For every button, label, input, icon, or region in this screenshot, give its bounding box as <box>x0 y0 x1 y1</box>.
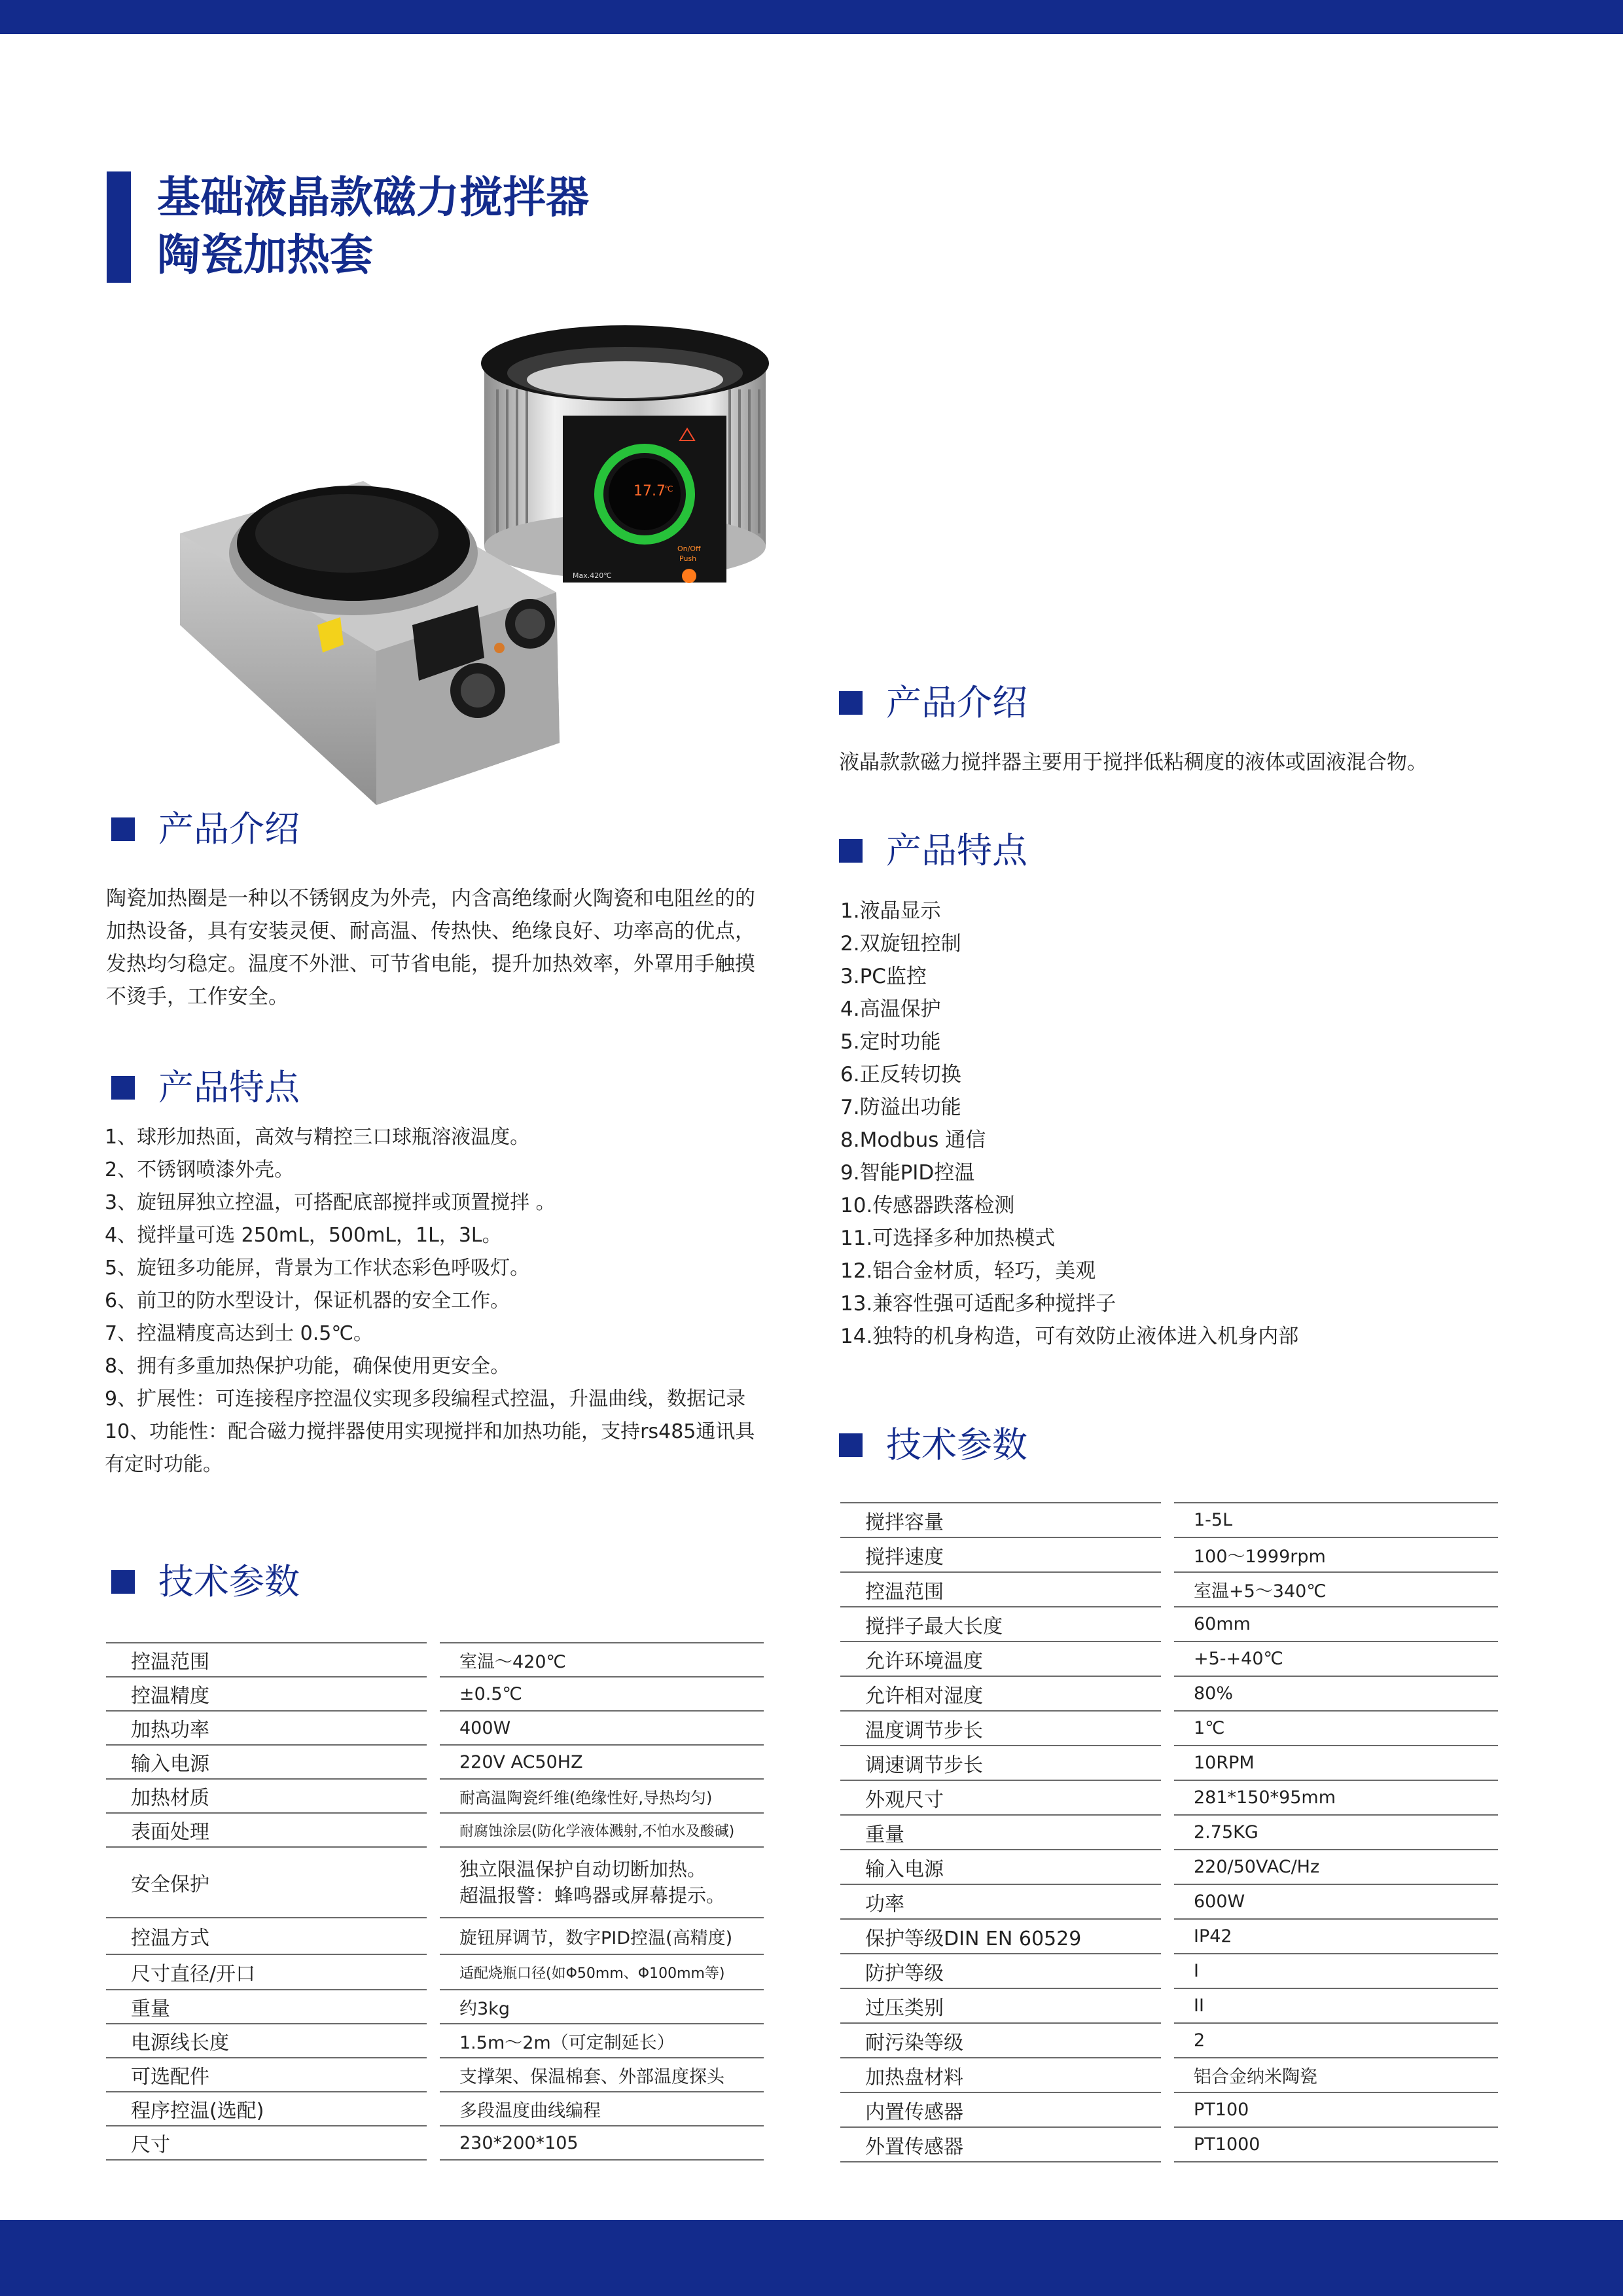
table-row: 表面处理 耐腐蚀涂层(防化学液体溅射,不怕水及酸碱) <box>106 1813 764 1847</box>
right-specs-heading: 技术参数 <box>839 1426 1027 1465</box>
table-row: 温度调节步长 1℃ <box>840 1711 1498 1746</box>
title-accent-bar <box>107 171 131 283</box>
heading-square-icon <box>839 839 863 863</box>
right-features-list <box>840 895 1534 1353</box>
list-item: 5.定时功能 <box>840 1030 941 1054</box>
table-row: 允许相对湿度 80% <box>840 1676 1498 1711</box>
table-row: 控温精度 ±0.5℃ <box>106 1677 764 1711</box>
list-item: 6、前卫的防水型设计，保证机器的安全工作。 <box>105 1289 510 1312</box>
table-row: 电源线长度 1.5m～2m（可定制延长） <box>106 2024 764 2058</box>
heading-square-icon <box>111 1570 135 1594</box>
heading-square-icon <box>111 817 135 841</box>
table-row: 程序控温(选配) 多段温度曲线编程 <box>106 2092 764 2126</box>
left-features-list <box>105 1121 766 1481</box>
table-row: 允许环境温度 +5-+40℃ <box>840 1641 1498 1676</box>
svg-text:Push: Push <box>679 554 697 563</box>
list-item: 7、控温精度高达到士 0.5℃。 <box>105 1322 374 1345</box>
title-line-1: 基础液晶款磁力搅拌器 <box>157 172 589 223</box>
table-row: 外观尺寸 281*150*95mm <box>840 1780 1498 1815</box>
table-row: 尺寸直径/开口 适配烧瓶口径(如Φ50mm、Φ100mm等) <box>106 1954 764 1990</box>
list-item: 2.双旋钮控制 <box>840 932 961 956</box>
list-item: 11.可选择多种加热模式 <box>840 1227 1056 1250</box>
list-item: 12.铝合金材质，轻巧，美观 <box>840 1259 1096 1283</box>
list-item: 1、球形加热面，高效与精控三口球瓶溶液温度。 <box>105 1126 530 1149</box>
list-item: 3、旋钮屏独立控温，可搭配底部搅拌或顶置搅拌 。 <box>105 1191 556 1214</box>
product-photo <box>167 317 782 805</box>
list-item: 8、拥有多重加热保护功能，确保使用更安全。 <box>105 1355 510 1378</box>
table-row: 加热材质 耐高温陶瓷纤维(绝缘性好,导热均匀) <box>106 1779 764 1813</box>
table-row: 控温方式 旋钮屏调节，数字PID控温(高精度) <box>106 1918 764 1954</box>
table-row: 防护等级 I <box>840 1954 1498 1988</box>
mantle-max-label: Max.420℃ <box>573 571 612 580</box>
list-item: 10、功能性：配合磁力搅拌器使用实现搅拌和加热功能，支持rs485通讯具有定时功能。 <box>105 1420 755 1476</box>
table-row: 安全保护 独立限温保护自动切断加热。 超温报警：蜂鸣器或屏幕提示。 <box>106 1847 764 1918</box>
list-item: 1.液晶显示 <box>840 899 941 923</box>
list-item: 4.高温保护 <box>840 997 941 1021</box>
table-row: 可选配件 支撑架、保温棉套、外部温度探头 <box>106 2058 764 2092</box>
list-item: 2、不锈钢喷漆外壳。 <box>105 1158 294 1181</box>
table-row: 搅拌容量 1-5L <box>840 1503 1498 1537</box>
table-row: 搅拌子最大长度 60mm <box>840 1607 1498 1641</box>
title-line-2: 陶瓷加热套 <box>157 230 373 280</box>
list-item: 9、扩展性：可连接程序控温仪实现多段编程式控温，升温曲线，数据记录 <box>105 1388 746 1410</box>
table-row: 尺寸 230*200*105 <box>106 2126 764 2160</box>
table-row: 调速调节步长 10RPM <box>840 1746 1498 1780</box>
left-intro-text: 陶瓷加热圈是一种以不锈钢皮为外壳，内含高绝缘耐火陶瓷和电阻丝的的加热设备，具有安装灵便、耐高温、传热快、绝缘良好、功率高的优点，发热均匀稳定。温度不外泄、可节省电能，提升加热效率，外罩用手触摸不烫手，工作安全。 <box>106 887 755 1009</box>
list-item: 4、搅拌量可选 250mL，500mL，1L，3L。 <box>105 1224 502 1247</box>
table-row: 重量 约3kg <box>106 1990 764 2024</box>
left-specs-heading: 技术参数 <box>111 1562 300 1602</box>
table-row: 内置传感器 PT100 <box>840 2092 1498 2127</box>
list-item: 9.智能PID控温 <box>840 1161 975 1185</box>
mantle-button-label: On/Off <box>677 545 701 553</box>
heading-square-icon <box>111 1076 135 1100</box>
right-features-heading: 产品特点 <box>839 831 1027 870</box>
right-intro-text: 液晶款款磁力搅拌器主要用于搅拌低粘稠度的液体或固液混合物。 <box>839 751 1427 774</box>
list-item: 10.传感器跌落检测 <box>840 1194 1015 1217</box>
heading-square-icon <box>839 691 863 715</box>
list-item: 8.Modbus 通信 <box>840 1128 986 1152</box>
left-specs-table <box>106 1642 764 2161</box>
list-item: 14.独特的机身构造，可有效防止液体进入机身内部 <box>840 1325 1299 1348</box>
table-row: 过压类别 II <box>840 1988 1498 2023</box>
list-item: 13.兼容性强可适配多种搅拌子 <box>840 1292 1116 1316</box>
table-row: 输入电源 220V AC50HZ <box>106 1745 764 1779</box>
mantle-screen-temp: 17.7 <box>633 483 666 499</box>
list-item: 7.防溢出功能 <box>840 1096 961 1119</box>
table-row: 重量 2.75KG <box>840 1815 1498 1850</box>
left-intro-heading: 产品介绍 <box>111 810 300 849</box>
right-intro-heading: 产品介绍 <box>839 683 1027 723</box>
table-row: 外置传感器 PT1000 <box>840 2127 1498 2162</box>
list-item: 3.PC监控 <box>840 965 927 988</box>
table-row: 加热盘材料 铝合金纳米陶瓷 <box>840 2058 1498 2092</box>
list-item: 6.正反转切换 <box>840 1063 961 1086</box>
heading-square-icon <box>839 1433 863 1457</box>
table-row: 加热功率 400W <box>106 1711 764 1745</box>
svg-text:℃: ℃ <box>664 484 673 493</box>
list-item: 5、旋钮多功能屏，背景为工作状态彩色呼吸灯。 <box>105 1257 530 1280</box>
page-title <box>157 169 589 284</box>
table-row: 耐污染等级 2 <box>840 2023 1498 2058</box>
table-row: 功率 600W <box>840 1884 1498 1919</box>
table-row: 保护等级DIN EN 60529 IP42 <box>840 1919 1498 1954</box>
bottom-band <box>0 2220 1623 2296</box>
top-band <box>0 0 1623 34</box>
heating-mantle <box>481 325 769 583</box>
table-row: 控温范围 室温～420℃ <box>106 1643 764 1677</box>
right-specs-table <box>840 1502 1498 2162</box>
table-row: 控温范围 室温+5～340℃ <box>840 1572 1498 1607</box>
table-row: 输入电源 220/50VAC/Hz <box>840 1850 1498 1884</box>
table-row: 搅拌速度 100～1999rpm <box>840 1537 1498 1572</box>
left-features-heading: 产品特点 <box>111 1068 300 1107</box>
